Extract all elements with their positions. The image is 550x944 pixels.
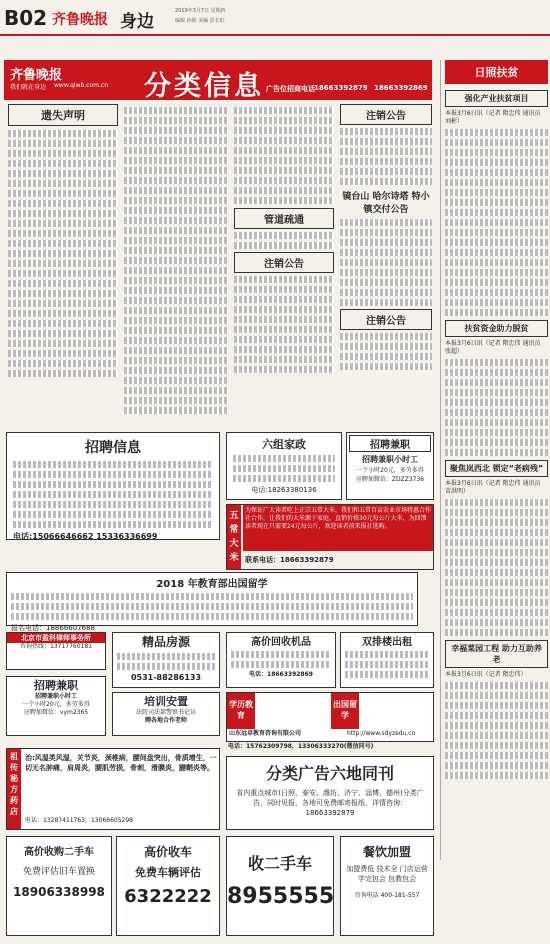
six-home-ad xyxy=(226,432,342,500)
boutique-title: 精品房源 xyxy=(141,635,190,649)
banner-url: www.qlwb.com.cn xyxy=(54,82,108,89)
used-car-ad xyxy=(226,836,334,936)
cancel-notice-title-2: 注销公告 xyxy=(234,252,334,273)
jobs-ad xyxy=(6,676,106,736)
double-floor-ad xyxy=(340,632,434,688)
cancel-notice-title-1: 注销公告 xyxy=(340,104,432,125)
franchise-line: 加盟费低 技术全 门店运营 学完包会 包教包会 xyxy=(346,865,428,883)
pharmacy-label: 祖传秘方药店 xyxy=(7,749,21,829)
manage-title: 管道疏通 xyxy=(234,208,334,229)
page-header xyxy=(0,0,550,36)
pharmacy-text: 治:风湿类风湿，关节炎，颈椎病，腰间盘突出，骨质增生，一切无名肿痛，肩周炎，腰肌劳损，骨刺，滑膜炎，腱鞘炎等。 xyxy=(25,754,217,772)
training-ad xyxy=(112,692,220,736)
date-line: 2019年3月7日 星期四 xyxy=(175,8,226,14)
law-firm-ad xyxy=(6,632,106,670)
pharmacy-phone: 电话：13287411763，13066605298 xyxy=(25,817,133,824)
recycle-phone: 电话：18663392869 xyxy=(249,671,313,678)
buy-car-line: 免费评估旧车置换 xyxy=(22,867,95,877)
classified-banner xyxy=(4,60,432,100)
part-time-line2: 一个小时20元，多劳多得 xyxy=(356,467,424,474)
recruit-phone: 电话:15066646662 15336336699 xyxy=(13,532,158,541)
buy-car2-title: 高价收车 xyxy=(143,845,192,859)
school-site: http://www.sdyzedu.cn xyxy=(347,730,416,737)
franchise-phone: 咨询电话 400-181-557 xyxy=(354,892,420,899)
six-home-title: 六组家政 xyxy=(262,438,306,451)
sidebar-column-title: 日照扶贫 xyxy=(445,60,548,84)
lost-notice-lines xyxy=(8,130,118,377)
six-home-phone: 电话:18263380136 xyxy=(251,486,317,494)
training-sub: 法院司法部警察书记员 xyxy=(135,709,196,716)
double-floor-title: 双排楼出租 xyxy=(362,637,412,648)
sidebar-article-4-byline: 本报3月6日讯（记者 隋忠伟） xyxy=(445,671,527,678)
recycle-ad xyxy=(226,632,336,688)
paper-name: 齐鲁晚报 xyxy=(52,12,108,28)
training-sub2: 聘各地合作老师 xyxy=(144,717,187,724)
hotline-phone-2: 18663392869 xyxy=(374,84,428,92)
cancel-notice-title-3: 注销公告 xyxy=(340,309,432,330)
part-time-title: 招聘兼职 xyxy=(349,435,431,452)
notice-column-3 xyxy=(234,104,334,426)
franchise-title: 餐饮加盟 xyxy=(362,845,411,859)
study-abroad-ad xyxy=(6,572,418,632)
hotline-phone-1: 18663392879 xyxy=(314,84,368,92)
part-time-line1: 招聘兼职小时工 xyxy=(362,455,418,464)
rice-contact: 联系电话：18663392879 xyxy=(245,556,334,564)
education-ad xyxy=(226,692,434,742)
study-title: 2018 年教育部出国留学 xyxy=(156,579,268,590)
sidebar-article-3-title: 聚焦岚西北 锁定“老病残” xyxy=(445,460,548,477)
lost-notice-title: 遗失声明 xyxy=(8,104,118,126)
law-firm-phone: 咨询热线：13717760181 xyxy=(20,643,92,650)
study-footer: 报名电话：18866607688 xyxy=(11,624,95,632)
jobs-line: 招聘兼职小时工 xyxy=(34,693,77,700)
jobs-line2: 一个小时20元，多劳多得 xyxy=(22,701,90,708)
jobs-title: 招聘兼职 xyxy=(34,679,78,692)
edu-label: 学历教育 xyxy=(227,693,255,729)
buy-car-phone: 18906338998 xyxy=(13,885,105,899)
six-line-sub: 省内重点城市(日照、泰安、潍坊、济宁、淄博、德州)分类广告，同时见报，各地可免费邮寄报纸，详情咨询：18663392879 xyxy=(236,789,424,817)
buy-car2-line: 免费车辆评估 xyxy=(135,866,201,879)
six-line-ad xyxy=(226,756,434,830)
recruit-title: 招聘信息 xyxy=(85,440,141,456)
page-number: B02 xyxy=(4,6,48,30)
hotline-label: 广告位招商电话 xyxy=(266,85,315,93)
rice-text: 为保证广大读者吃上正宗五常大米，我们和五常百亩农业市场特惠合作社合作，让我们的大米源于家庭，直销价格30元每公斤大米，为回馈读者现在只需要24元每公斤，欢迎读者前来报社选购。 xyxy=(243,505,433,551)
training-title: 培训安置 xyxy=(144,695,188,708)
sidebar-article-2-title: 扶贫资金助力脱贫 xyxy=(445,320,548,337)
sidebar-article-1-byline: 本报3月6日讯（记者 隋忠伟 通讯员 刘彬） xyxy=(445,110,541,125)
rice-ad xyxy=(226,504,434,570)
buy-car2-phone: 6322222 xyxy=(124,886,212,907)
buy-car-ad xyxy=(6,836,112,936)
part-time-line3: 应聘加微信：ZDZZ3736 xyxy=(355,476,425,483)
jobs-line3: 应聘加微信：vym2365 xyxy=(23,709,89,716)
recruit-ad xyxy=(6,432,220,540)
lost-notice-column xyxy=(8,104,118,426)
editor-line: 编辑 孙筱 美编 彭长虹 xyxy=(175,18,225,24)
banner-title: 分类信息 xyxy=(144,71,264,102)
buy-car-title: 高价收购二手车 xyxy=(24,847,94,858)
boutique-ad xyxy=(112,632,220,688)
franchise-ad xyxy=(340,836,434,936)
banner-motto: 我们就在身边 xyxy=(10,84,47,91)
notice-column-4 xyxy=(340,104,432,426)
school-phone: 电话：15762309798，13306333270(微信同号) xyxy=(228,743,374,750)
section-name: 身边 xyxy=(120,12,154,32)
recycle-title: 高价回收机品 xyxy=(251,637,311,648)
school-name: 山东远卓教育咨询有限公司 xyxy=(229,730,302,737)
pharmacy-ad xyxy=(6,748,220,830)
study-label: 出国留学 xyxy=(331,693,359,729)
village-notice: 镜台山 哈尔诗塔 特小镇交付公告 xyxy=(342,192,430,215)
used-car-phone: 8955555 xyxy=(227,884,335,909)
six-line-title: 分类广告六地同刊 xyxy=(265,764,394,783)
sidebar-article-1-title: 强化产业扶贫项目 xyxy=(445,90,548,107)
sidebar-article-4-title: 幸福菜园工程 助力互助养老 xyxy=(445,640,548,668)
sidebar-article-2-byline: 本报3月6日讯（记者 隋忠伟 通讯员 张超） xyxy=(445,340,541,355)
part-time-ad xyxy=(346,432,434,500)
rice-label: 五常大米 xyxy=(227,505,241,569)
brand-logo: 齐鲁晚报 xyxy=(10,68,63,83)
used-car-title: 收二手车 xyxy=(247,854,312,873)
buy-car2-ad xyxy=(116,836,220,936)
law-firm-name: 北京市盈科律师事务所 xyxy=(7,633,105,643)
notice-column-2 xyxy=(124,104,228,426)
boutique-phone: 0531-88286133 xyxy=(130,673,202,682)
sidebar-article-3-byline: 本报3月6日讯（记者 隋忠伟 通讯员 苗洪明） xyxy=(445,480,541,495)
poverty-sidebar xyxy=(440,60,548,860)
